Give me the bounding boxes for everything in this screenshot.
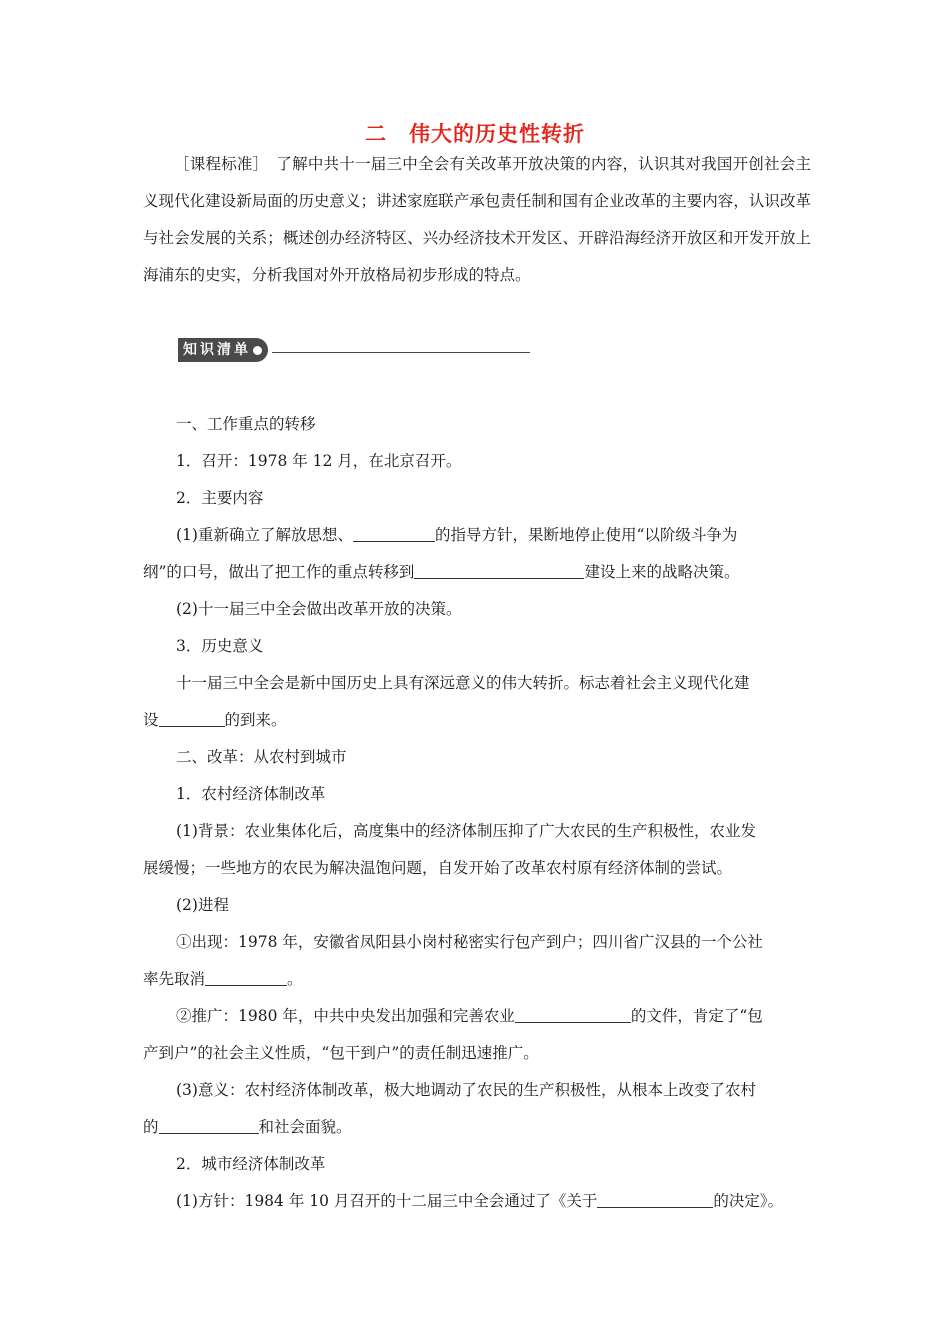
- knowledge-list-banner: [178, 338, 530, 362]
- fill-in-line: [143, 708, 287, 730]
- list-item: 1．农村经济体制改革: [176, 785, 326, 803]
- banner-label-box: [178, 338, 268, 362]
- text-segment: 纲”的口号，做出了把工作的重点转移到: [143, 563, 415, 581]
- paragraph-line: ①出现：1978 年，安徽省凤阳县小岗村秘密实行包产到户；四川省广汉县的一个公社: [176, 933, 763, 951]
- list-item: 3．历史意义: [176, 637, 264, 655]
- text-segment: 设: [143, 711, 159, 729]
- section-heading: 一、工作重点的转移: [176, 415, 316, 433]
- paragraph-line: 展缓慢；一些地方的农民为解决温饱问题，自发开始了改革农村原有经济体制的尝试。: [143, 859, 733, 877]
- text-segment: 。: [287, 970, 303, 988]
- text-segment: (1)重新确立了解放思想、: [176, 526, 353, 544]
- text-segment: (1)方针：1984 年 10 月召开的十二届三中全会通过了《关于: [176, 1192, 598, 1210]
- text-segment: ②推广：1980 年，中共中央发出加强和完善农业: [176, 1007, 515, 1025]
- fill-in-line: [143, 560, 739, 582]
- text-segment: 建设上来的战略决策。: [584, 563, 740, 581]
- fill-in-line: [176, 1004, 763, 1026]
- list-item: (2)十一届三中全会做出改革开放的决策。: [176, 600, 462, 618]
- answer-blank[interactable]: [159, 1118, 259, 1135]
- paragraph-line: (3)意义：农村经济体制改革，极大地调动了农民的生产积极性，从根本上改变了农村: [176, 1081, 756, 1099]
- page-title: 二 伟大的历史性转折: [365, 122, 585, 146]
- paragraph-line: 产到户”的社会主义性质，“包干到户”的责任制迅速推广。: [143, 1044, 539, 1062]
- text-segment: 的决定》。: [713, 1192, 784, 1210]
- list-item: (2)进程: [176, 896, 229, 914]
- list-item: 1．召开：1978 年 12 月，在北京召开。: [176, 452, 462, 470]
- answer-blank[interactable]: [414, 563, 584, 580]
- paragraph-line: (1)背景：农业集体化后，高度集中的经济体制压抑了广大农民的生产积极性，农业发: [176, 822, 756, 840]
- text-segment: 的文件，肯定了“包: [630, 1007, 763, 1025]
- fill-in-line: [176, 1189, 783, 1211]
- course-standard: ［课程标准］ 了解中共十一届三中全会有关改革开放决策的内容，认识其对我国开创社会主义现代化建设新局面的历史意义；讲述家庭联产承包责任制和国有企业改革的主要内容，认识改革与社会发展的关系；概述创办经济特区、兴办经济技术开发区、开辟沿海经济开放区和开发开放上海浦东的史实，分析我国对外开放格局初步形成的特点。: [143, 155, 811, 284]
- section-heading: 二、改革：从农村到城市: [176, 748, 347, 766]
- answer-blank[interactable]: [353, 526, 435, 543]
- text-segment: 和社会面貌。: [258, 1118, 352, 1136]
- text-segment: 的指导方针，果断地停止使用“以阶级斗争为: [434, 526, 738, 544]
- fill-in-line: [143, 967, 303, 989]
- answer-blank[interactable]: [597, 1192, 713, 1209]
- text-segment: 率先取消: [143, 970, 206, 988]
- fill-in-line: [143, 1115, 352, 1137]
- answer-blank[interactable]: [159, 711, 225, 728]
- bullet-icon: [253, 346, 262, 355]
- text-segment: 的: [143, 1118, 159, 1136]
- text-segment: 的到来。: [224, 711, 287, 729]
- fill-in-line: [176, 523, 737, 545]
- divider: [272, 352, 530, 353]
- list-item: 2．城市经济体制改革: [176, 1155, 326, 1173]
- answer-blank[interactable]: [205, 970, 287, 987]
- paragraph-line: 十一届三中全会是新中国历史上具有深远意义的伟大转折。标志着社会主义现代化建: [176, 674, 750, 692]
- list-item: 2．主要内容: [176, 489, 264, 507]
- answer-blank[interactable]: [515, 1007, 631, 1024]
- banner-label: 知识清单: [183, 342, 251, 358]
